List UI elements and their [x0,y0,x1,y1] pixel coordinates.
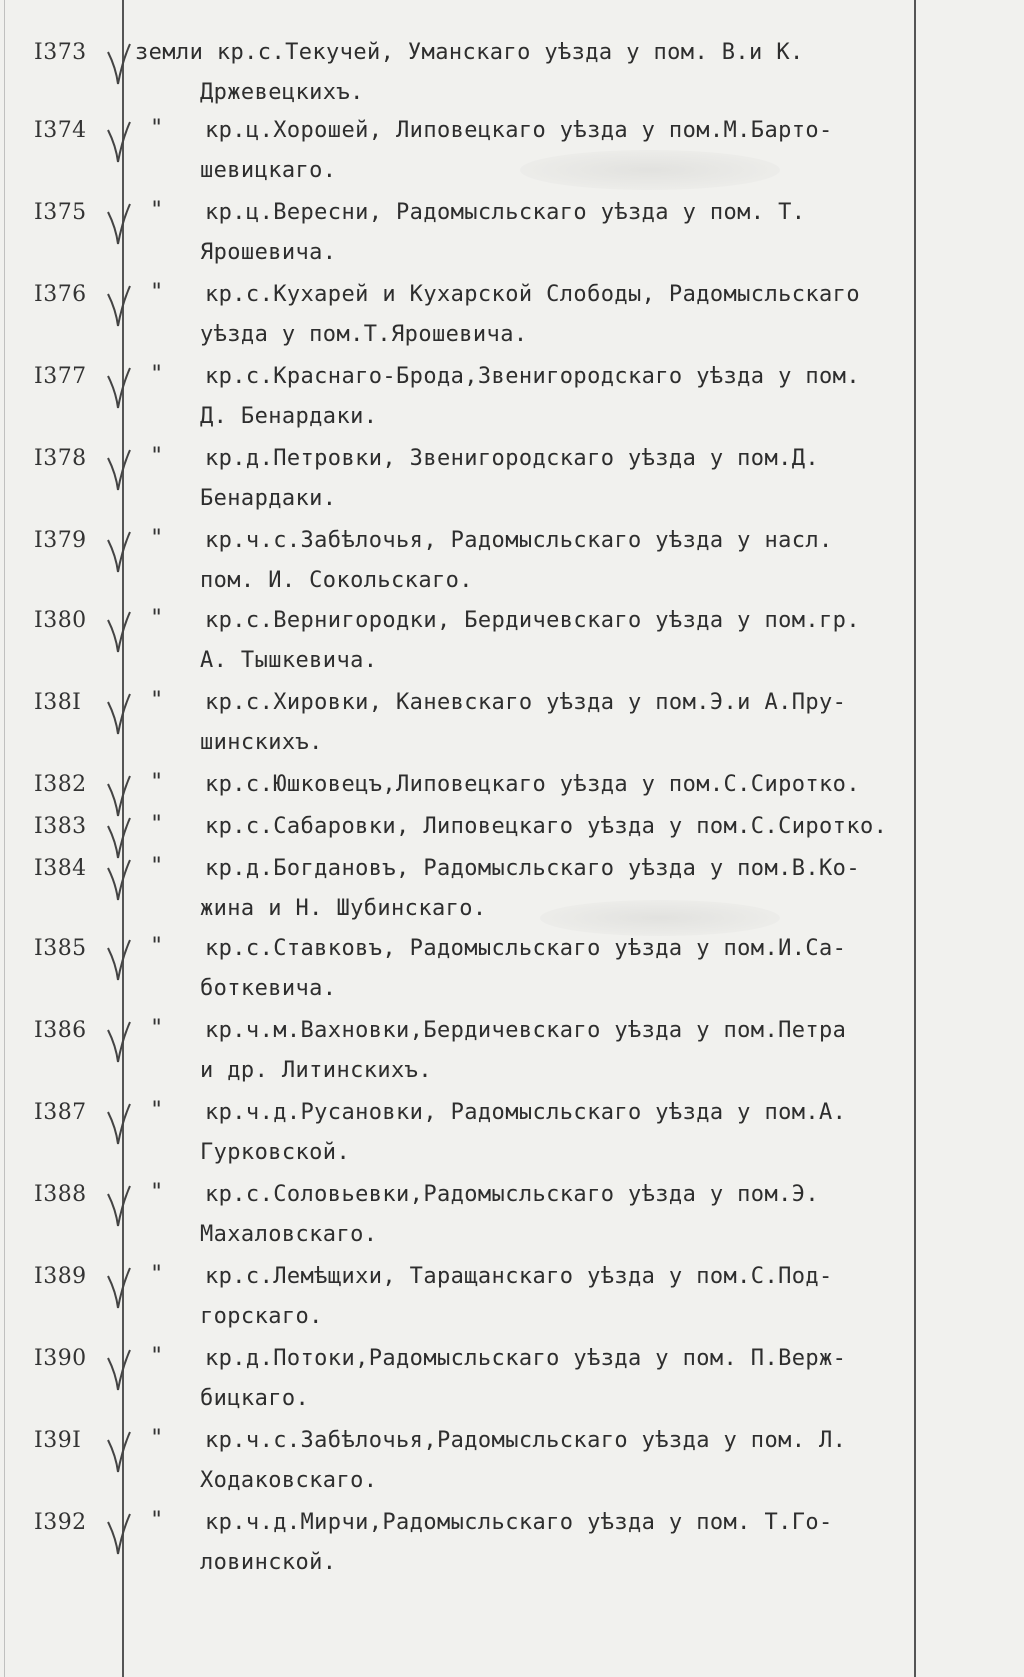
register-entry [0,444,1024,524]
ditto-mark: " [150,1016,164,1041]
entry-text-line-2: Држевецкихъ. [200,80,364,105]
entry-text-line-2: бицкаго. [200,1386,310,1411]
entry-text-line-1: кр.ч.с.Забѣлочья,Радомысльскаго уѣзда у пом. Л. [205,1428,847,1453]
check-mark-icon [106,366,132,410]
entry-text-line-2: шевицкаго. [200,158,337,183]
entry-text-line-1: кр.ц.Вересни, Радомысльскаго уѣзда у пом. Т. [205,200,806,225]
entry-text-line-2: Д. Бенардаки. [200,404,378,429]
entry-text-line-1: кр.с.Кухарей и Кухарской Слободы, Радомысльскаго [205,282,860,307]
ditto-mark: " [150,812,164,837]
entry-number: I388 [34,1182,87,1207]
ditto-mark: " [150,280,164,305]
register-entry [0,1016,1024,1096]
entry-text-line-1: кр.д.Петровки, Звенигородскаго уѣзда у пом.Д. [205,446,820,471]
entry-text-line-2: жина и Н. Шубинскаго. [200,896,487,921]
entry-number: I380 [34,608,87,633]
entry-text-line-2: шинскихъ. [200,730,323,755]
check-mark-icon [106,284,132,328]
entry-number: I39I [34,1428,82,1453]
check-mark-icon [106,1020,132,1064]
entry-number: I389 [34,1264,87,1289]
ditto-mark: " [150,1262,164,1287]
register-entry [0,1508,1024,1588]
check-mark-icon [106,1512,132,1556]
entry-text-line-1: кр.с.Соловьевки,Радомысльскаго уѣзда у пом.Э. [205,1182,820,1207]
entry-number: I383 [34,814,87,839]
check-mark-icon [106,42,132,86]
check-mark-icon [106,1102,132,1146]
entry-text-line-1: кр.с.Лемѣщихи, Таращанскаго уѣзда у пом.С.Под- [205,1264,833,1289]
entry-number: I374 [34,118,87,143]
entry-text-line-1: кр.ч.м.Вахновки,Бердичевскаго уѣзда у пом.Петра [205,1018,847,1043]
register-entry [0,854,1024,934]
ditto-mark: " [150,1344,164,1369]
entry-number: I386 [34,1018,87,1043]
check-mark-icon [106,1184,132,1228]
register-entry [0,934,1024,1014]
ditto-mark: " [150,444,164,469]
entry-number: I387 [34,1100,87,1125]
entry-text-line-2: Ходаковскаго. [200,1468,378,1493]
entry-number: I382 [34,772,87,797]
ditto-mark: " [150,1508,164,1533]
entry-text-line-2: пом. И. Сокольскаго. [200,568,473,593]
register-entry [0,198,1024,278]
entry-text-line-2: горскаго. [200,1304,323,1329]
check-mark-icon [106,1348,132,1392]
register-entry [0,1180,1024,1260]
register-entry [0,770,1024,810]
register-entry [0,1344,1024,1424]
register-entry [0,116,1024,196]
entry-text-line-1: кр.ч.д.Мирчи,Радомысльскаго уѣзда у пом. Т.Го- [205,1510,833,1535]
entry-text-line-2: боткевича. [200,976,337,1001]
entry-text-line-2: Махаловскаго. [200,1222,378,1247]
ditto-mark: " [150,1426,164,1451]
entry-text-line-2: Ярошевича. [200,240,337,265]
ditto-mark: " [150,1098,164,1123]
entry-number: I375 [34,200,87,225]
ditto-mark: " [150,688,164,713]
register-entry [0,1426,1024,1506]
entry-text-line-2: Гурковской. [200,1140,351,1165]
check-mark-icon [106,858,132,902]
entry-number: I373 [34,40,87,65]
register-entry [0,38,1024,118]
register-entry [0,812,1024,852]
check-mark-icon [106,692,132,736]
register-entry [0,1262,1024,1342]
entry-text-line-1: кр.с.Вернигородки, Бердичевскаго уѣзда у пом.гр. [205,608,860,633]
check-mark-icon [106,530,132,574]
ditto-mark: " [150,934,164,959]
register-entry [0,688,1024,768]
entry-text-line-2: ловинской. [200,1550,337,1575]
ditto-mark: " [150,526,164,551]
entry-number: I392 [34,1510,87,1535]
register-entry [0,362,1024,442]
register-entry [0,526,1024,606]
entry-text-line-1: кр.с.Хировки, Каневскаго уѣзда у пом.Э.и А.Пру- [205,690,847,715]
entry-text-line-2: Бенардаки. [200,486,337,511]
entry-text-line-1: кр.с.Краснаго-Брода,Звенигородскаго уѣзда у пом. [205,364,860,389]
entry-number: I377 [34,364,87,389]
entry-number: I379 [34,528,87,553]
entry-number: I378 [34,446,87,471]
entry-text-line-1: земли кр.с.Текучей, Уманскаго уѣзда у пом. В.и К. [135,40,804,65]
check-mark-icon [106,1430,132,1474]
entry-text-line-1: кр.ц.Хорошей, Липовецкаго уѣзда у пом.М.Барто- [205,118,833,143]
entry-text-line-1: кр.с.Сабаровки, Липовецкаго уѣзда у пом.С.Сиротко. [205,814,888,839]
entry-number: I38I [34,690,82,715]
ditto-mark: " [150,854,164,879]
entry-number: I385 [34,936,87,961]
check-mark-icon [106,938,132,982]
register-entry [0,606,1024,686]
entry-text-line-1: кр.ч.д.Русановки, Радомысльскаго уѣзда у пом.А. [205,1100,847,1125]
entry-text-line-2: и др. Литинскихъ. [200,1058,432,1083]
entry-number: I384 [34,856,87,881]
ditto-mark: " [150,198,164,223]
check-mark-icon [106,448,132,492]
entry-text-line-1: кр.ч.с.Забѣлочья, Радомысльскаго уѣзда у насл. [205,528,833,553]
entry-number: I390 [34,1346,87,1371]
ditto-mark: " [150,770,164,795]
register-entry [0,280,1024,360]
entry-text-line-1: кр.д.Богдановъ, Радомысльскаго уѣзда у пом.В.Ко- [205,856,860,881]
check-mark-icon [106,610,132,654]
ditto-mark: " [150,606,164,631]
check-mark-icon [106,120,132,164]
entry-text-line-2: уѣзда у пом.Т.Ярошевича. [200,322,528,347]
entry-number: I376 [34,282,87,307]
entry-text-line-1: кр.с.Юшковецъ,Липовецкаго уѣзда у пом.С.Сиротко. [205,772,860,797]
check-mark-icon [106,1266,132,1310]
ditto-mark: " [150,1180,164,1205]
ditto-mark: " [150,116,164,141]
entry-text-line-2: А. Тышкевича. [200,648,378,673]
entry-text-line-1: кр.с.Ставковъ, Радомысльскаго уѣзда у пом.И.Са- [205,936,847,961]
entry-text-line-1: кр.д.Потоки,Радомысльскаго уѣзда у пом. П.Верж- [205,1346,847,1371]
check-mark-icon [106,202,132,246]
ditto-mark: " [150,362,164,387]
register-entry [0,1098,1024,1178]
